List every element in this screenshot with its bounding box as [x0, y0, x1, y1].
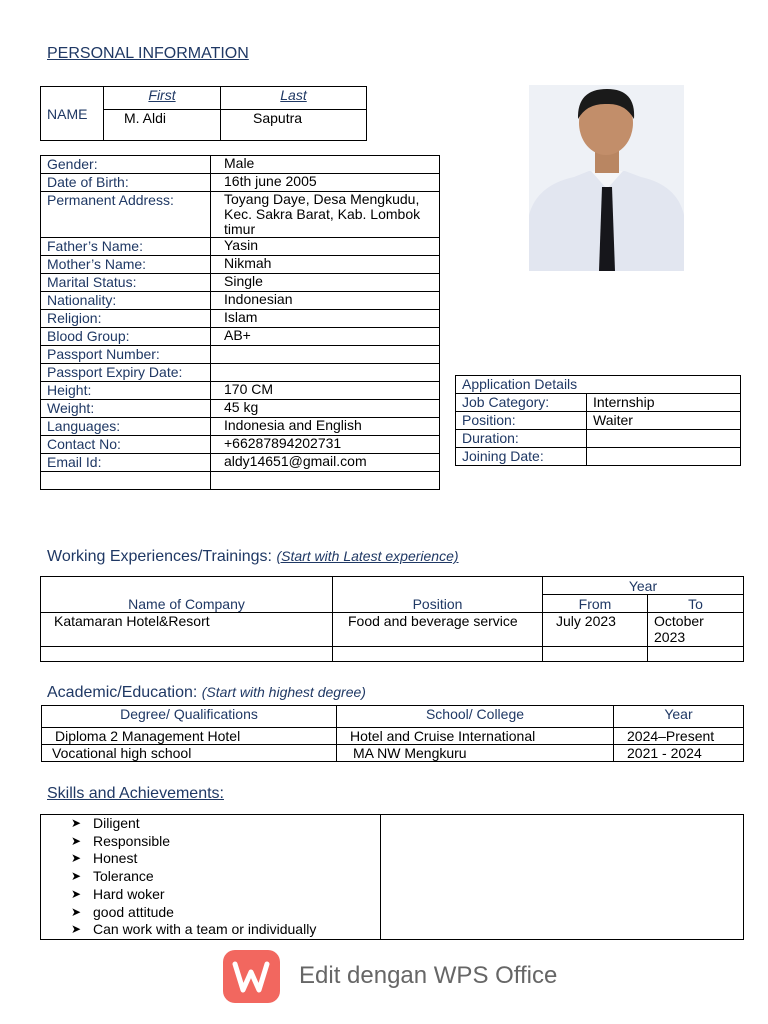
personal-field-label: Passport Number:: [41, 346, 211, 364]
skills-heading: Skills and Achievements:: [47, 785, 224, 802]
personal-row: [41, 274, 440, 292]
personal-field-value: 170 CM: [211, 382, 440, 400]
col-from: From: [543, 595, 648, 613]
personal-row: [41, 364, 440, 382]
application-details-table: [455, 375, 741, 466]
skills-empty-cell: [381, 815, 744, 940]
name-label: NAME: [41, 87, 104, 141]
exp-to: [648, 647, 744, 662]
education-note: (Start with highest degree): [201, 684, 366, 700]
personal-field-value: Male: [211, 156, 440, 174]
application-row: [456, 448, 741, 466]
application-row: [456, 394, 741, 412]
personal-field-label: Religion:: [41, 310, 211, 328]
personal-row: [41, 454, 440, 472]
personal-row: [41, 292, 440, 310]
education-table: [41, 705, 744, 762]
wps-logo-icon: [223, 950, 280, 1003]
col-year: Year: [543, 577, 744, 595]
experience-table: [40, 576, 744, 662]
name-table: [40, 86, 367, 141]
personal-field-value: Nikmah: [211, 256, 440, 274]
personal-field-value: Yasin: [211, 238, 440, 256]
education-heading: Academic/Education:: [47, 684, 198, 701]
personal-field-value: aldy14651@gmail.com: [211, 454, 440, 472]
personal-field-value: 16th june 2005: [211, 174, 440, 192]
personal-field-value: Indonesian: [211, 292, 440, 310]
personal-info-heading: PERSONAL INFORMATION: [47, 45, 249, 62]
personal-details-table: [40, 155, 440, 490]
personal-row: [41, 346, 440, 364]
last-label: Last: [221, 87, 367, 110]
personal-row: [41, 238, 440, 256]
col-company: Name of Company: [41, 577, 333, 613]
exp-position: [333, 647, 543, 662]
edu-school: MA NW Mengkuru: [337, 745, 614, 762]
application-row: [456, 412, 741, 430]
application-field-label: Position:: [456, 412, 587, 430]
personal-field-value: [211, 346, 440, 364]
application-field-value: Waiter: [587, 412, 741, 430]
personal-field-label: Weight:: [41, 400, 211, 418]
personal-row: [41, 310, 440, 328]
personal-row: [41, 156, 440, 174]
exp-to: October 2023: [648, 613, 744, 647]
personal-field-label: Nationality:: [41, 292, 211, 310]
exp-company: [41, 647, 333, 662]
skill-item: ➤ Responsible: [41, 833, 380, 851]
experience-heading-line: [47, 548, 459, 566]
education-heading-line: [47, 684, 366, 702]
personal-field-label: Passport Expiry Date:: [41, 364, 211, 382]
application-field-label: Duration:: [456, 430, 587, 448]
personal-field-label: Languages:: [41, 418, 211, 436]
personal-field-label: Height:: [41, 382, 211, 400]
col-degree: Degree/ Qualifications: [42, 706, 337, 728]
personal-row: [41, 328, 440, 346]
personal-row: [41, 436, 440, 454]
application-field-label: Job Category:: [456, 394, 587, 412]
skill-item: ➤ Diligent: [41, 815, 380, 833]
col-edu-year: Year: [614, 706, 744, 728]
application-title: Application Details: [456, 376, 741, 394]
skills-list-cell: [41, 815, 381, 940]
edu-year: 2021 - 2024: [614, 745, 744, 762]
personal-row: [41, 256, 440, 274]
skill-item: ➤ Honest: [41, 850, 380, 868]
exp-from: July 2023: [543, 613, 648, 647]
exp-company: Katamaran Hotel&Resort: [41, 613, 333, 647]
application-row: [456, 430, 741, 448]
personal-field-value: [211, 472, 440, 490]
exp-from: [543, 647, 648, 662]
personal-field-value: 45 kg: [211, 400, 440, 418]
personal-row: [41, 174, 440, 192]
personal-row: [41, 382, 440, 400]
personal-field-label: Blood Group:: [41, 328, 211, 346]
personal-row: [41, 472, 440, 490]
experience-heading: Working Experiences/Trainings:: [47, 548, 272, 565]
personal-field-label: Father’s Name:: [41, 238, 211, 256]
exp-position: Food and beverage service: [333, 613, 543, 647]
skill-item: ➤ Can work with a team or individually: [41, 921, 380, 939]
col-to: To: [648, 595, 744, 613]
personal-field-label: Permanent Address:: [41, 192, 211, 238]
personal-field-label: Contact No:: [41, 436, 211, 454]
last-name: Saputra: [221, 110, 367, 141]
col-position: Position: [333, 577, 543, 613]
personal-field-value: Islam: [211, 310, 440, 328]
application-field-value: [587, 430, 741, 448]
personal-field-value: Indonesia and English: [211, 418, 440, 436]
skills-table: [40, 814, 744, 940]
application-field-value: [587, 448, 741, 466]
personal-field-label: Email Id:: [41, 454, 211, 472]
skills-list: [41, 815, 380, 939]
skill-item: ➤ good attitude: [41, 904, 380, 922]
col-school: School/ College: [337, 706, 614, 728]
edu-year: 2024–Present: [614, 728, 744, 745]
personal-row: [41, 400, 440, 418]
personal-field-label: [41, 472, 211, 490]
personal-field-value: [211, 364, 440, 382]
edu-degree: Diploma 2 Management Hotel: [42, 728, 337, 745]
personal-row: [41, 418, 440, 436]
personal-field-label: Mother’s Name:: [41, 256, 211, 274]
first-label: First: [104, 87, 221, 110]
application-field-value: Internship: [587, 394, 741, 412]
personal-field-label: Marital Status:: [41, 274, 211, 292]
personal-field-label: Date of Birth:: [41, 174, 211, 192]
edu-school: Hotel and Cruise International: [337, 728, 614, 745]
personal-field-value: +66287894202731: [211, 436, 440, 454]
first-name: M. Aldi: [104, 110, 221, 141]
skill-item: ➤ Tolerance: [41, 868, 380, 886]
personal-field-value: Toyang Daye, Desa Mengkudu, Kec. Sakra Barat, Kab. Lombok timur: [211, 192, 440, 238]
personal-row: [41, 192, 440, 238]
personal-field-value: AB+: [211, 328, 440, 346]
personal-field-value: Single: [211, 274, 440, 292]
wps-watermark-text: Edit dengan WPS Office: [299, 962, 558, 989]
profile-photo: [529, 85, 684, 271]
skill-item: ➤ Hard woker: [41, 886, 380, 904]
application-field-label: Joining Date:: [456, 448, 587, 466]
personal-field-label: Gender:: [41, 156, 211, 174]
experience-note: (Start with Latest experience): [276, 548, 459, 564]
edu-degree: Vocational high school: [42, 745, 337, 762]
